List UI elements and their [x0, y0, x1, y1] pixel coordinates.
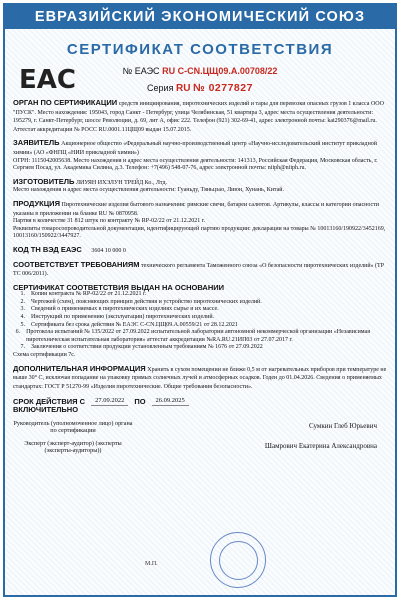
applicant-details: ОГРН: 1115042005638. Место нахождения и адрес места осуществления деятельности: 141313, Российская Федерация, Московская область, г. Сергиев Посад, ул. Академика Силина, д.3. Телефон: +7(496) 548-07-76, адрес электронной почты: niiph@niiph.ru. [13, 157, 378, 172]
tnved-label: КОД ТН ВЭД ЕАЭС [13, 244, 82, 254]
head-name: Сумкин Глеб Юрьевич [309, 421, 377, 430]
conformity-section [13, 261, 387, 279]
basis-section [13, 284, 387, 360]
basis-item: 4. Инструкций по применению (эксплуатации) пиротехнических изделий. [20, 314, 215, 321]
manufacturer-text: ЛИУЯН ИХЭЛУН ТРЕЙД Ко., Лтд. [75, 179, 168, 186]
tnved-value: 3604 10 000 0 [91, 247, 126, 254]
validity-to: 26.09.2025 [152, 397, 189, 406]
certificate-title: СЕРТИФИКАТ СООТВЕТСТВИЯ [66, 41, 334, 58]
stamp-seal [210, 532, 266, 588]
product-section [13, 200, 387, 241]
number-prefix: № ЕАЭС [122, 66, 160, 76]
basis-item: 6. Протокола испытаний № 135/2022 от 27.09.2022 испытательной лаборатории автономной некоммерческой организации «Независимая пиротехническая испытательная лаборатория» аттестат аккредитации №RA.RU.21ИП03 от 27.07.2017 г. [15, 329, 370, 343]
series-label: Серия [147, 83, 174, 93]
basis-item: 5. Сертификата без срока действия № ЕАЭС С-CN.ЦЩ09.А.00559/21 от 28.12.2021 [20, 321, 238, 328]
validity-to-label: ПО [134, 396, 146, 406]
product-text: Пиротехнические изделия бытового назначения: римские свечи, батареи салютов. Артикулы, классы и категории опасности указаны в приложении на бланке RU № 0870958. [13, 201, 379, 217]
seal-mark: М.П. [145, 561, 158, 567]
expert-caption: Эксперт (эксперт-аудитор) (эксперты (эксперты-аудиторы)) [24, 439, 122, 454]
basis-scheme: Схема сертификации 7с. [13, 352, 76, 359]
basis-list [13, 291, 387, 359]
series-value: RU [175, 83, 191, 94]
union-banner: ЕВРАЗИЙСКИЙ ЭКОНОМИЧЕСКИЙ СОЮЗ [5, 5, 395, 29]
number-value: RU C-CN.ЦЩ09.А.00708/22 [162, 66, 278, 76]
certificate-body [5, 99, 395, 454]
basis-item: 2. Чертежей (схем), поясняющих принцип действия и устройство пиротехнических изделий. [20, 298, 262, 305]
product-documents: Реквизиты товаросопроводительной документации, идентифицирующей партию продукции: декларации на товары № 10013160/190922/3452169, 10013160/150922/3447927. [13, 225, 386, 240]
applicant-text: Акционерное общество «Федеральный научно-производственный центр «Научно-исследовательский институт прикладной химии» (АО «ФНПЦ «НИИ прикладной химии») [13, 141, 377, 156]
basis-item: 1. Копии контракта № RP-02/22 от 21.12.2021 г. [20, 291, 147, 298]
serial-number: № 0277827 [192, 82, 253, 94]
manufacturer-section [13, 178, 387, 195]
basis-item: 7. Заключения о соответствии продукции установленным требованиям № 1676 от 27.09.2022 [20, 344, 263, 351]
conformity-text: технического регламента Таможенного союза «О безопасности пиротехнических изделий» (ТР ТС 006/2011). [13, 262, 385, 278]
head-caption: Руководитель (уполномоченное лицо) органа по сертификации [13, 419, 133, 434]
organ-label: ОРГАН ПО СЕРТИФИКАЦИИ [13, 98, 118, 107]
validity-from-label: СРОК ДЕЙСТВИЯ С [13, 396, 86, 406]
expert-name: Шамрович Екатерина Александровна [264, 441, 377, 450]
applicant-section [13, 139, 387, 172]
tnved-section [13, 246, 387, 256]
manufacturer-label: ИЗГОТОВИТЕЛЬ [13, 176, 75, 186]
head-signature-row [13, 420, 387, 434]
organ-section [13, 99, 387, 134]
product-batch: Партия в количестве 31 812 штук по контракту № RP-02/22 от 21.12.2021 г. [13, 218, 206, 225]
extra-label: ДОПОЛНИТЕЛЬНАЯ ИНФОРМАЦИЯ [13, 363, 146, 373]
product-label: ПРОДУКЦИЯ [13, 198, 60, 208]
validity-inclusive: ВКЛЮЧИТЕЛЬНО [13, 405, 79, 414]
applicant-label: ЗАЯВИТЕЛЬ [13, 138, 60, 148]
eac-logo: EAC [19, 65, 76, 95]
basis-label: СЕРТИФИКАТ СООТВЕТСТВИЯ ВЫДАН НА ОСНОВАНИИ [13, 282, 225, 292]
organ-text: средств инициирования, пиротехнических изделий и тары для перевозки опасных грузов 1 класса ООО "ПУСК". Место нахождения: 195043, город Санкт - Петербург, улица Челябинская, 51 квартира 3, адрес места осуществления деятельности: 195279, г. Санкт-Петербург, шоссе Революции, д. 69, лит А, офис 222. Телефон (921) 302-69-41, адрес электронной почты: kat290376@mail.ru. Аттестат аккредитации № РОСС RU.0001.11ЦЩ09 выдан 15.07.2015. [13, 101, 384, 133]
extra-section [13, 365, 387, 392]
conformity-label: СООТВЕТСТВУЕТ ТРЕБОВАНИЯМ [13, 259, 140, 269]
extra-text: Хранить в сухом помещении не ближе 0,5 м от нагревательных приборов при температуре не выше 30° С, исключая попадание на упаковку прямых солнечных лучей и атмосферных осадков. Годен до 01.04.2026. Сведения о применяемых стандартах: ГОСТ Р 51270-99 «Изделия пиротехнические. Общие требования безопасности». [13, 366, 387, 390]
manufacturer-address: Место нахождения и адрес места осуществления деятельности: Гуаньду, Тяньцзао, Лиюн, Хунань, Китай. [13, 187, 284, 194]
certificate [3, 3, 397, 597]
validity-from: 27.09.2022 [91, 397, 128, 406]
expert-signature-row [13, 440, 387, 454]
basis-item: 3. Сведений о применяемых в пиротехнических изделиях сырье и их массе. [20, 306, 219, 313]
